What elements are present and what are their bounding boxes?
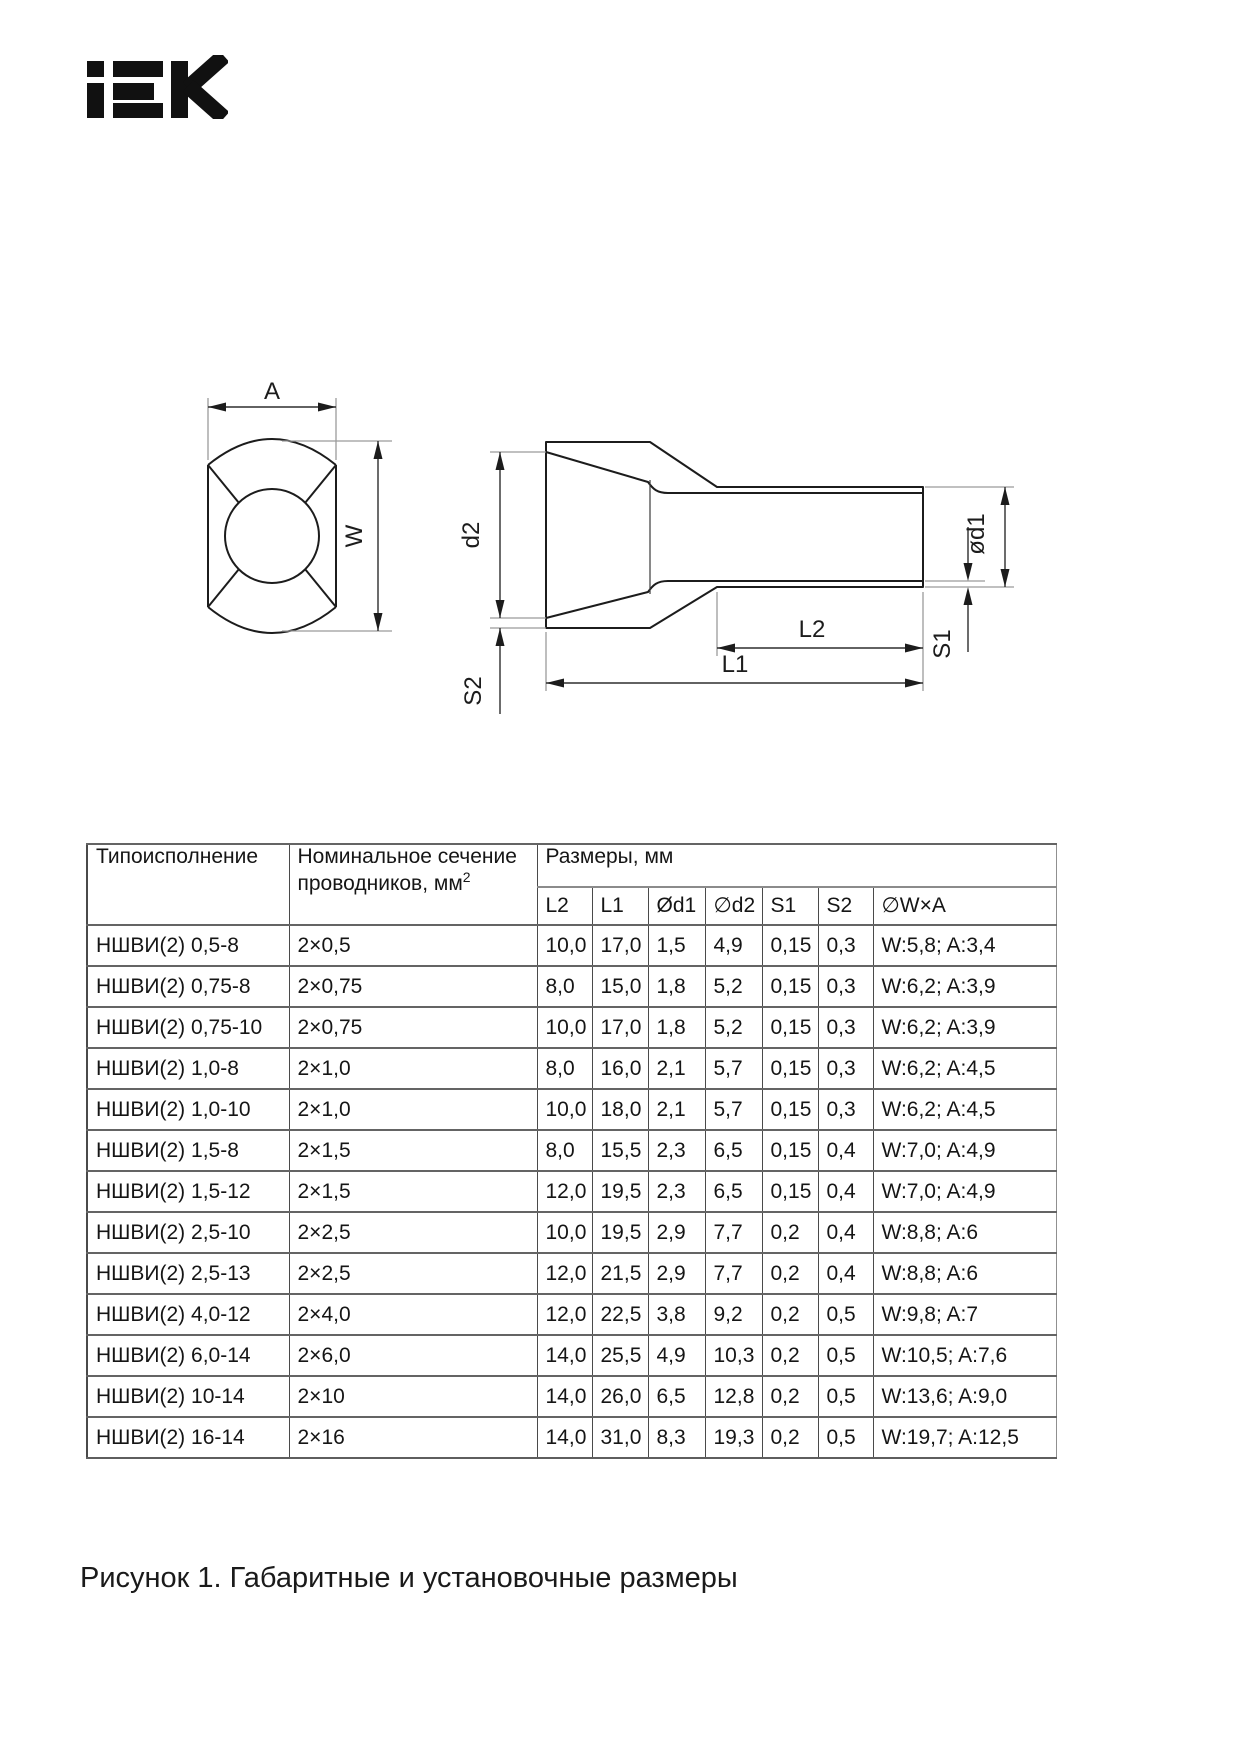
cell-dim: 8,0 [537,1048,592,1089]
cell-dim: 18,0 [592,1089,648,1130]
table-row [87,1130,1056,1171]
cell-dim: 1,8 [648,966,705,1007]
cell-section: 2×16 [289,1417,537,1458]
cell-dim: 17,0 [592,925,648,966]
table-body [87,925,1056,1458]
cell-dim: W:6,2; A:4,5 [873,1089,1056,1130]
table-row [87,1335,1056,1376]
dim-label-l1: L1 [721,651,749,678]
cell-dim: 0,4 [818,1130,873,1171]
cell-dim: 12,0 [537,1294,592,1335]
cell-section: 2×1,5 [289,1171,537,1212]
cell-dim: 0,2 [762,1294,818,1335]
col-header-dim: S1 [762,887,818,925]
cell-type: НШВИ(2) 1,0-8 [87,1048,289,1089]
cell-dim: 5,2 [705,966,762,1007]
table-row [87,966,1056,1007]
cell-type: НШВИ(2) 1,5-8 [87,1130,289,1171]
col-header-section-line1: Номинальное сечение [297,845,517,868]
cell-section: 2×2,5 [289,1212,537,1253]
cell-dim: W:6,2; A:3,9 [873,1007,1056,1048]
cell-dim: 21,5 [592,1253,648,1294]
cell-dim: 10,3 [705,1335,762,1376]
col-header-section-sup: 2 [462,869,471,885]
cell-dim: 26,0 [592,1376,648,1417]
cell-dim: W:5,8; A:3,4 [873,925,1056,966]
col-header-dimensions-group: Размеры, мм [537,844,1056,887]
cell-section: 2×0,75 [289,1007,537,1048]
cell-dim: 19,5 [592,1212,648,1253]
cell-dim: 1,5 [648,925,705,966]
cell-section: 2×0,75 [289,966,537,1007]
col-header-dim: ∅W×A [873,887,1056,925]
cell-section: 2×1,0 [289,1048,537,1089]
cell-dim: 12,8 [705,1376,762,1417]
table-row [87,1212,1056,1253]
cell-dim: 12,0 [537,1253,592,1294]
cell-dim: 5,7 [705,1048,762,1089]
cell-type: НШВИ(2) 0,5-8 [87,925,289,966]
cell-section: 2×6,0 [289,1335,537,1376]
cell-dim: 2,1 [648,1048,705,1089]
cell-dim: 2,3 [648,1130,705,1171]
cell-dim: 10,0 [537,1089,592,1130]
cell-type: НШВИ(2) 16-14 [87,1417,289,1458]
cell-dim: 0,3 [818,1089,873,1130]
dim-label-w: W [341,524,368,548]
figure-drawing [150,330,1070,730]
cell-dim: W:6,2; A:3,9 [873,966,1056,1007]
cell-dim: 0,15 [762,1007,818,1048]
col-header-dim: L2 [537,887,592,925]
cell-dim: 0,15 [762,1048,818,1089]
cell-dim: 15,0 [592,966,648,1007]
cell-section: 2×1,5 [289,1130,537,1171]
cell-type: НШВИ(2) 6,0-14 [87,1335,289,1376]
dim-label-phi-d1: ød1 [963,513,990,555]
cell-dim: 7,7 [705,1212,762,1253]
end-view-drawing [208,378,392,633]
col-header-dim: Ød1 [648,887,705,925]
cell-dim: 8,3 [648,1417,705,1458]
cell-dim: 19,3 [705,1417,762,1458]
cell-section: 2×4,0 [289,1294,537,1335]
cell-dim: 0,3 [818,966,873,1007]
cell-dim: 9,2 [705,1294,762,1335]
dim-label-d2: d2 [458,521,485,549]
cell-dim: 14,0 [537,1417,592,1458]
cell-type: НШВИ(2) 1,5-12 [87,1171,289,1212]
cell-dim: 2,9 [648,1253,705,1294]
dim-label-l2: L2 [798,616,826,643]
cell-dim: 5,7 [705,1089,762,1130]
col-header-dim: S2 [818,887,873,925]
cell-section: 2×2,5 [289,1253,537,1294]
table-row [87,925,1056,966]
table-row [87,1376,1056,1417]
cell-type: НШВИ(2) 2,5-10 [87,1212,289,1253]
cell-dim: 14,0 [537,1335,592,1376]
cell-dim: 0,4 [818,1253,873,1294]
cell-dim: 19,5 [592,1171,648,1212]
table-row [87,1171,1056,1212]
cell-dim: 10,0 [537,925,592,966]
col-header-type: Типоисполнение [87,844,289,925]
cell-dim: 0,5 [818,1335,873,1376]
cell-dim: 10,0 [537,1007,592,1048]
cell-dim: 5,2 [705,1007,762,1048]
cell-dim: W:6,2; A:4,5 [873,1048,1056,1089]
cell-dim: 10,0 [537,1212,592,1253]
cell-dim: 0,2 [762,1376,818,1417]
cell-dim: 25,5 [592,1335,648,1376]
cell-dim: 0,15 [762,966,818,1007]
cell-dim: W:10,5; A:7,6 [873,1335,1056,1376]
cell-type: НШВИ(2) 0,75-8 [87,966,289,1007]
cell-dim: W:8,8; A:6 [873,1253,1056,1294]
cell-dim: 0,15 [762,1089,818,1130]
cell-dim: 12,0 [537,1171,592,1212]
table-row [87,1294,1056,1335]
dimensions-table [86,843,1057,1459]
cell-dim: 0,15 [762,1130,818,1171]
cell-dim: 3,8 [648,1294,705,1335]
cell-dim: 0,4 [818,1171,873,1212]
cell-type: НШВИ(2) 1,0-10 [87,1089,289,1130]
cell-dim: 1,8 [648,1007,705,1048]
cell-dim: 6,5 [705,1171,762,1212]
cell-dim: 0,3 [818,1007,873,1048]
col-header-section-line2: проводников, мм [297,872,463,895]
cell-dim: 2,9 [648,1212,705,1253]
cell-dim: 8,0 [537,966,592,1007]
figure-caption: Рисунок 1. Габаритные и установочные размеры [80,1562,738,1594]
cell-dim: 0,5 [818,1417,873,1458]
cell-dim: 4,9 [648,1335,705,1376]
col-header-section [289,844,537,925]
cell-section: 2×10 [289,1376,537,1417]
cell-type: НШВИ(2) 2,5-13 [87,1253,289,1294]
table-row [87,1253,1056,1294]
cell-dim: W:7,0; A:4,9 [873,1130,1056,1171]
cell-dim: 6,5 [648,1376,705,1417]
table-row [87,1048,1056,1089]
cell-section: 2×1,0 [289,1089,537,1130]
cell-dim: 0,5 [818,1294,873,1335]
cell-dim: 0,15 [762,1171,818,1212]
dim-label-s2: S2 [460,676,487,706]
cell-dim: W:9,8; A:7 [873,1294,1056,1335]
cell-dim: 15,5 [592,1130,648,1171]
cell-type: НШВИ(2) 0,75-10 [87,1007,289,1048]
cell-dim: 0,3 [818,925,873,966]
cell-dim: 8,0 [537,1130,592,1171]
cell-dim: 0,4 [818,1212,873,1253]
cell-dim: 0,2 [762,1335,818,1376]
cell-dim: 7,7 [705,1253,762,1294]
cell-dim: W:8,8; A:6 [873,1212,1056,1253]
cell-dim: 31,0 [592,1417,648,1458]
cell-dim: 0,3 [818,1048,873,1089]
cell-dim: 2,3 [648,1171,705,1212]
cell-dim: W:19,7; A:12,5 [873,1417,1056,1458]
cell-dim: W:7,0; A:4,9 [873,1171,1056,1212]
iek-logo [78,55,228,119]
cell-type: НШВИ(2) 4,0-12 [87,1294,289,1335]
dim-label-s1: S1 [929,629,956,659]
cell-dim: 17,0 [592,1007,648,1048]
table-row [87,1007,1056,1048]
cell-dim: 4,9 [705,925,762,966]
cell-dim: 0,2 [762,1417,818,1458]
cell-dim: 6,5 [705,1130,762,1171]
cell-dim: 0,15 [762,925,818,966]
table-row [87,1417,1056,1458]
cell-type: НШВИ(2) 10-14 [87,1376,289,1417]
cell-dim: 2,1 [648,1089,705,1130]
table-row [87,1089,1056,1130]
col-header-dim: L1 [592,887,648,925]
cell-dim: 16,0 [592,1048,648,1089]
cell-section: 2×0,5 [289,925,537,966]
cell-dim: 0,5 [818,1376,873,1417]
cell-dim: 0,2 [762,1253,818,1294]
cell-dim: 0,2 [762,1212,818,1253]
cell-dim: W:13,6; A:9,0 [873,1376,1056,1417]
side-view-drawing [458,442,1014,714]
cell-dim: 22,5 [592,1294,648,1335]
cell-dim: 14,0 [537,1376,592,1417]
col-header-dim: ∅d2 [705,887,762,925]
dim-label-a: A [263,378,281,405]
